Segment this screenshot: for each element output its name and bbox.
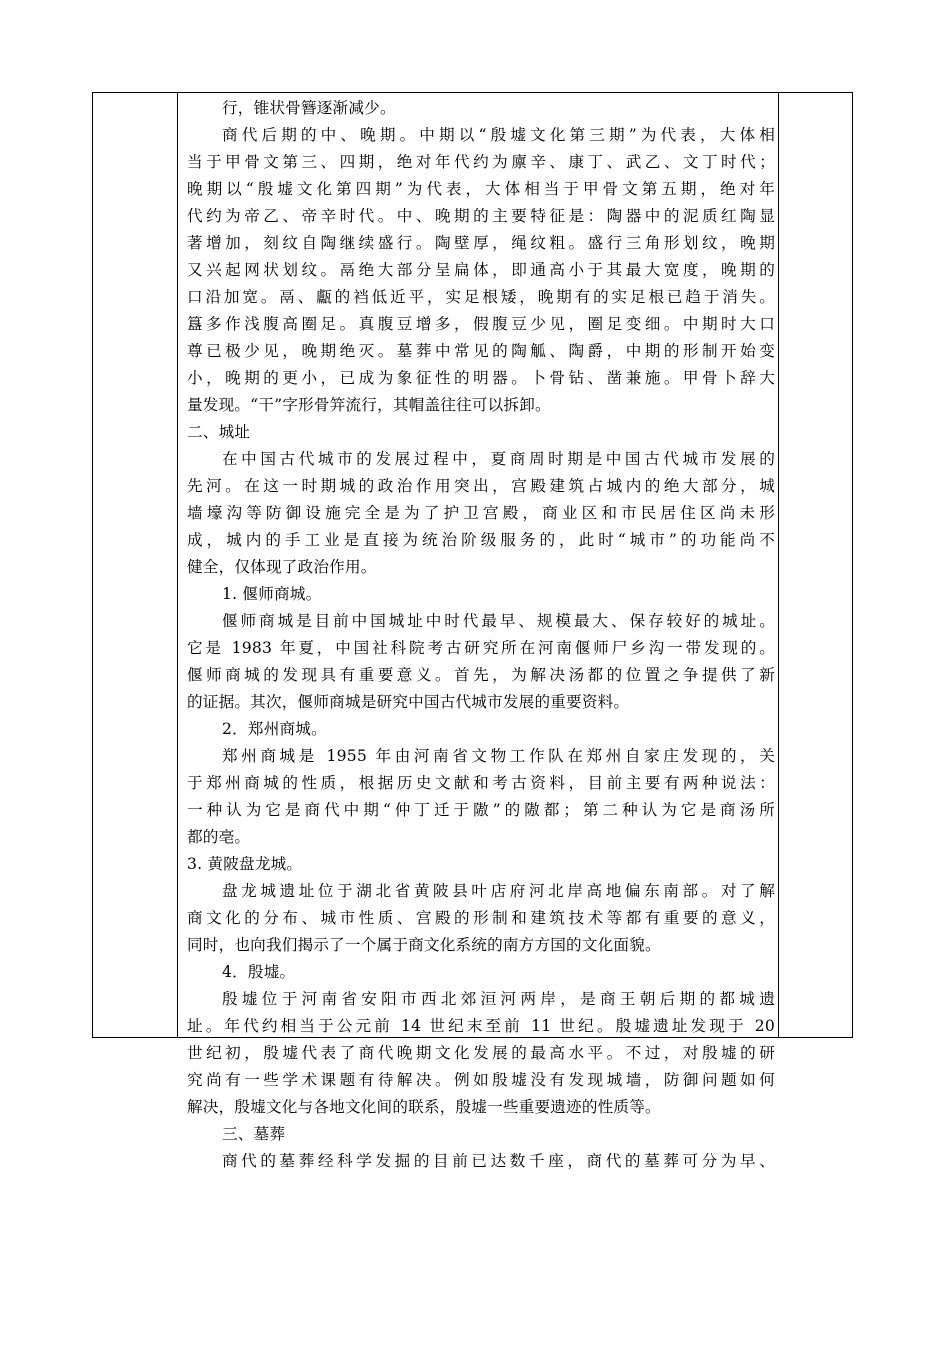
- text-line: 4．殷墟。: [222, 963, 296, 981]
- text-line: 墙壕沟等防御设施完全是为了护卫宫殿，商业区和市民居住区尚未形: [187, 504, 775, 522]
- text-line: 盘龙城遗址位于湖北省黄陂县叶店府河北岸高地偏东南部。对了解: [222, 882, 775, 900]
- text-line: 商代后期的中、晚期。中期以“殷墟文化第三期”为代表，大体相: [222, 126, 775, 144]
- text-line: 在中国古代城市的发展过程中，夏商周时期是中国古代城市发展的: [222, 450, 775, 468]
- text-line: 口沿加宽。鬲、甗的裆低近平，实足根矮，晚期有的实足根已趋于消失。: [187, 288, 775, 306]
- text-line: 小，晚期的更小，已成为象征性的明器。卜骨钻、凿兼施。甲骨卜辞大: [187, 369, 775, 387]
- text-line: 当于甲骨文第三、四期，绝对年代约为廪辛、康丁、武乙、文丁时代；: [187, 153, 775, 171]
- text-line: 偃师商城的发现具有重要意义。首先，为解决汤都的位置之争提供了新: [187, 666, 775, 684]
- text-line: 健全，仅体现了政治作用。: [187, 558, 377, 576]
- text-line: 址。年代约相当于公元前 14 世纪末至前 11 世纪。殷墟遗址发现于 20: [187, 1017, 775, 1035]
- text-line: 它是 1983 年夏，中国社科院考古研究所在河南偃师尸乡沟一带发现的。: [187, 639, 775, 657]
- text-line: 1. 偃师商城。: [222, 585, 322, 603]
- text-line: 三、墓葬: [222, 1125, 286, 1143]
- text-line: 世纪初，殷墟代表了商代晚期文化发展的最高水平。不过，对殷墟的研: [187, 1044, 775, 1062]
- left-column: [93, 93, 178, 1037]
- text-line: 簋多作浅腹高圈足。真腹豆增多，假腹豆少见，圈足变细。中期时大口: [187, 315, 775, 333]
- text-line: 尊已极少见，晚期绝灭。墓葬中常见的陶觚、陶爵，中期的形制开始变: [187, 342, 775, 360]
- text-line: 2．郑州商城。: [222, 720, 327, 738]
- main-text-column: [187, 95, 775, 1170]
- text-line: 3. 黄陂盘龙城。: [187, 855, 303, 873]
- text-line: 都的亳。: [187, 828, 251, 846]
- text-line: 同时，也向我们揭示了一个属于商文化系统的南方方国的文化面貌。: [187, 936, 661, 954]
- text-line: 商文化的分布、城市性质、宫殿的形制和建筑技术等都有重要的意义，: [187, 909, 775, 927]
- text-line: 的证据。其次，偃师商城是研究中国古代城市发展的重要资料。: [187, 693, 630, 711]
- text-line: 又兴起网状划纹。鬲绝大部分呈扁体，即通高小于其最大宽度，晚期的: [187, 261, 775, 279]
- text-line: 量发现。“干”字形骨笄流行，其帽盖往往可以拆卸。: [187, 396, 551, 414]
- text-line: 代约为帝乙、帝辛时代。中、晚期的主要特征是：陶器中的泥质红陶显: [187, 207, 775, 225]
- text-line: 究尚有一些学术课题有待解决。例如殷墟没有发现城墙，防御问题如何: [187, 1071, 775, 1089]
- text-line: 偃师商城是目前中国城址中时代最早、规模最大、保存较好的城址。: [222, 612, 775, 630]
- text-line: 行，锥状骨簪逐渐减少。: [222, 99, 396, 117]
- text-line: 于郑州商城的性质，根据历史文献和考古资料，目前主要有两种说法：: [187, 774, 775, 792]
- text-line: 晚期以“殷墟文化第四期”为代表，大体相当于甲骨文第五期，绝对年: [187, 180, 775, 198]
- text-line: 一种认为它是商代中期“仲丁迁于隞”的隞都；第二种认为它是商汤所: [187, 801, 775, 819]
- right-column: [778, 93, 852, 1037]
- text-line: 郑州商城是 1955 年由河南省文物工作队在郑州自家庄发现的，关: [222, 747, 775, 765]
- document-table: [92, 92, 853, 1170]
- text-line: 殷墟位于河南省安阳市西北郊洹河两岸，是商王朝后期的都城遗: [222, 990, 775, 1008]
- text-line: 二、城址: [187, 423, 251, 441]
- text-line: 商代的墓葬经科学发掘的目前已达数千座，商代的墓葬可分为早、: [222, 1152, 775, 1170]
- text-line: 先河。在这一时期城的政治作用突出，宫殿建筑占城内的绝大部分，城: [187, 477, 775, 495]
- text-line: 著增加，刻纹自陶继续盛行。陶壁厚，绳纹粗。盛行三角形划纹，晚期: [187, 234, 775, 252]
- text-line: 解决，殷墟文化与各地文化间的联系，殷墟一些重要遗迹的性质等。: [187, 1098, 661, 1116]
- text-line: 成，城内的手工业是直接为统治阶级服务的，此时“城市”的功能尚不: [187, 531, 775, 549]
